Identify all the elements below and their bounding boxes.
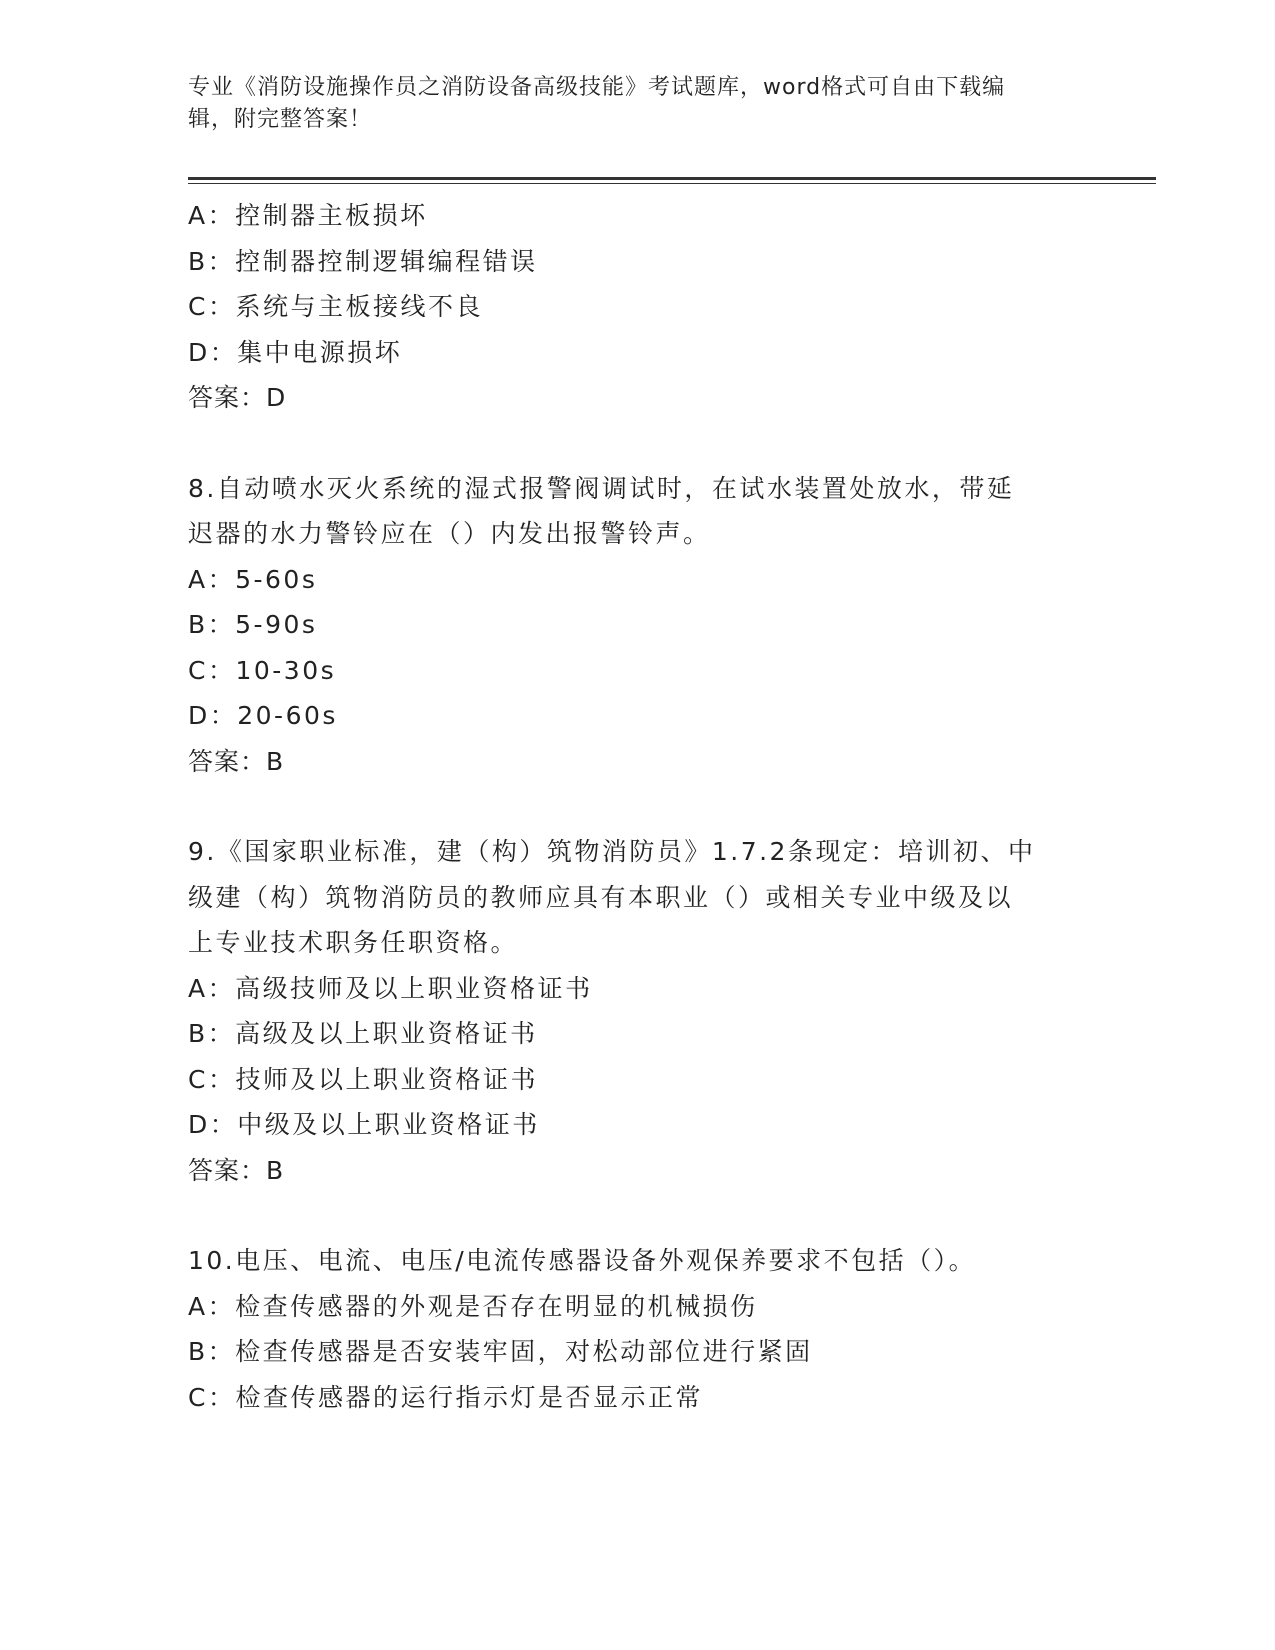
question-block-10 xyxy=(188,1238,1088,1420)
header-line-1: 专业《消防设施操作员之消防设备高级技能》考试题库，word格式可自由下载编 xyxy=(188,75,1006,100)
option-a: A：5-60s xyxy=(188,564,318,594)
option-d: D：集中电源损坏 xyxy=(188,337,403,367)
spacer xyxy=(188,784,1088,829)
question-block-8 xyxy=(188,466,1088,785)
answer-line: 答案：B xyxy=(188,746,285,776)
question-block-7 xyxy=(188,193,1088,421)
spacer xyxy=(188,421,1088,466)
question-stem-line: 上专业技术职务任职资格。 xyxy=(188,928,519,957)
answer-line: 答案：D xyxy=(188,383,287,412)
option-a: A：高级技师及以上职业资格证书 xyxy=(188,973,593,1003)
question-stem-line: 10.电压、电流、电压/电流传感器设备外观保养要求不包括（）。 xyxy=(188,1246,977,1275)
option-c: C：10-30s xyxy=(188,655,337,685)
option-c: C：系统与主板接线不良 xyxy=(188,292,483,321)
option-a: A：控制器主板损坏 xyxy=(188,201,428,230)
question-stem-line: 级建（构）筑物消防员的教师应具有本职业（）或相关专业中级及以 xyxy=(188,882,1014,912)
document-header xyxy=(188,72,1088,136)
option-b: B：控制器控制逻辑编程错误 xyxy=(188,246,538,276)
question-stem-line: 迟器的水力警铃应在（）内发出报警铃声。 xyxy=(188,519,711,548)
question-stem-line: 8.自动喷水灭火系统的湿式报警阀调试时，在试水装置处放水，带延 xyxy=(188,473,1015,503)
option-b: B：5-90s xyxy=(188,610,318,639)
question-block-9 xyxy=(188,829,1088,1193)
option-d: D：20-60s xyxy=(188,701,338,730)
option-c: C：技师及以上职业资格证书 xyxy=(188,1064,538,1094)
header-divider-thin xyxy=(188,183,1156,184)
header-line-2: 辑，附完整答案！ xyxy=(188,107,373,132)
option-b: B：高级及以上职业资格证书 xyxy=(188,1019,538,1048)
option-d: D：中级及以上职业资格证书 xyxy=(188,1110,540,1139)
spacer xyxy=(188,1193,1088,1238)
option-a: A：检查传感器的外观是否存在明显的机械损伤 xyxy=(188,1291,758,1321)
option-c: C：检查传感器的运行指示灯是否显示正常 xyxy=(188,1382,703,1412)
question-stem-line: 9.《国家职业标准，建（构）筑物消防员》1.7.2条现定：培训初、中 xyxy=(188,837,1036,866)
answer-line: 答案：B xyxy=(188,1155,285,1185)
header-divider-thick xyxy=(188,177,1156,180)
option-b: B：检查传感器是否安装牢固，对松动部位进行紧固 xyxy=(188,1337,813,1366)
question-list xyxy=(188,193,1088,1420)
